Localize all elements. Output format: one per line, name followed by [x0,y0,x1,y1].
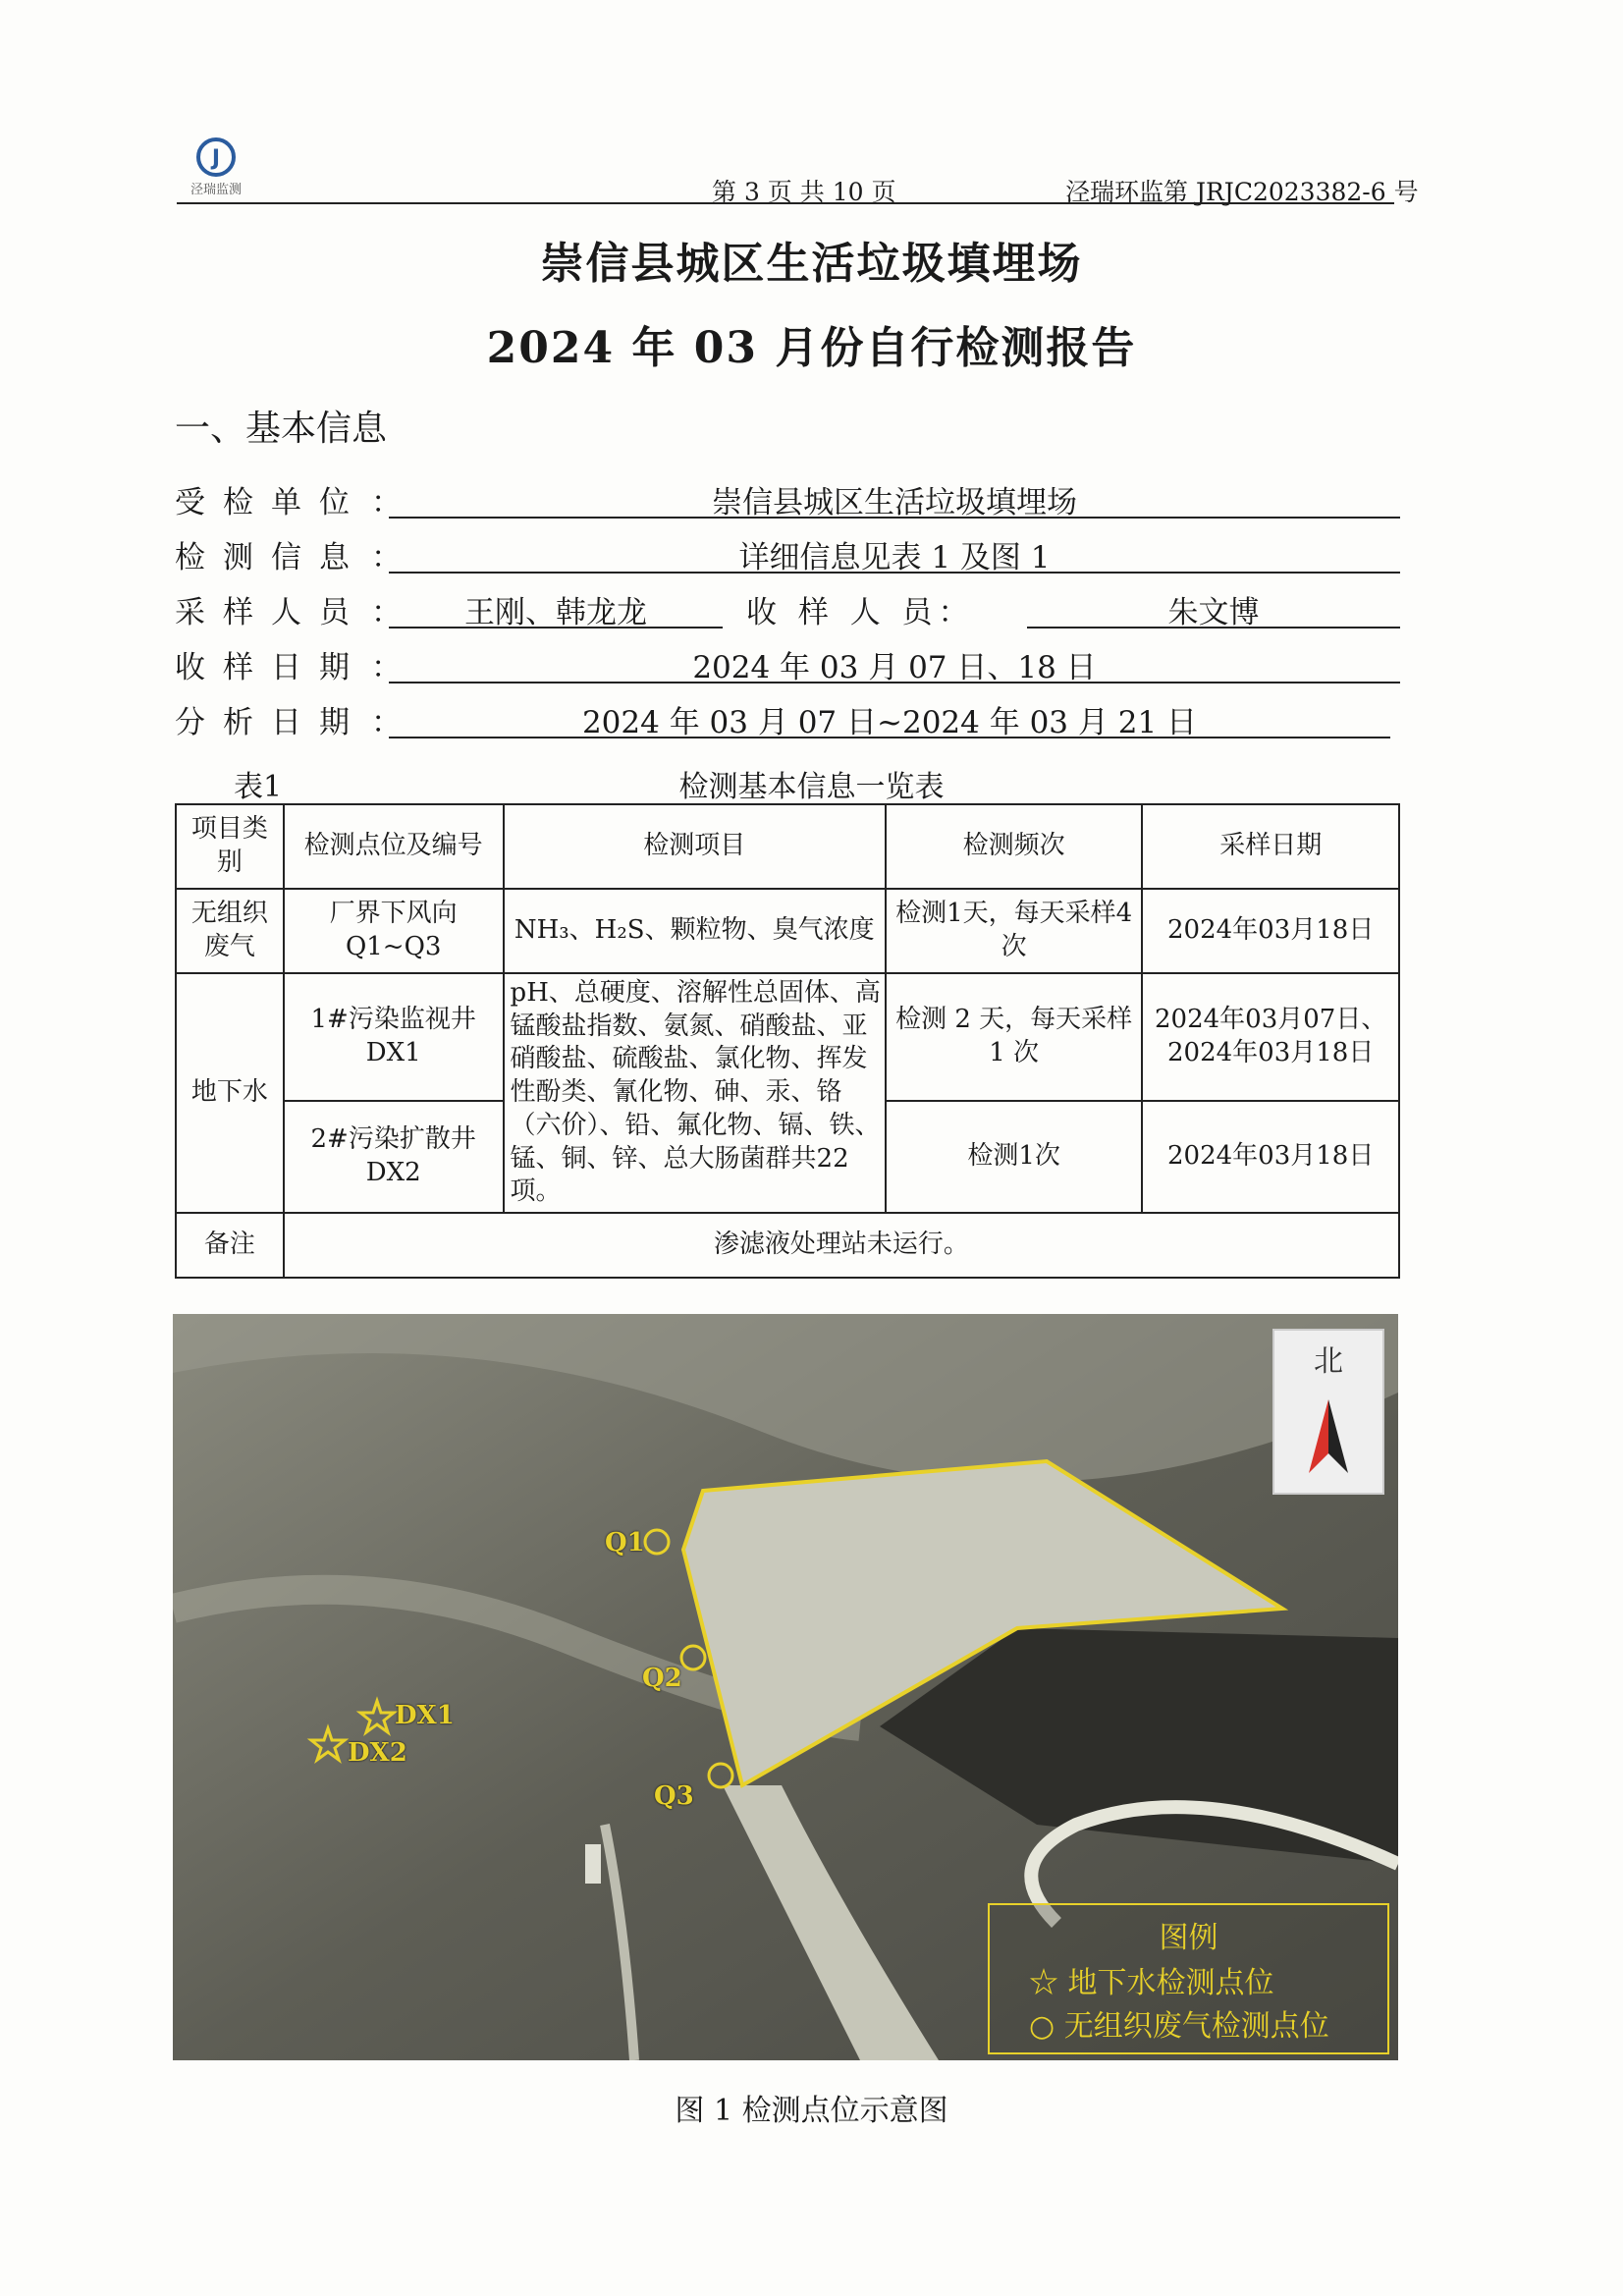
legend-label: 无组织废气检测点位 [1063,2009,1329,2044]
field-label: 检测信息 [175,540,367,575]
report-title-line2: 2024 年 03 月份自行检测报告 [486,323,1137,373]
table-cell: 检测1天，每天采样4次 [886,889,1143,973]
field-value: 2024 年 03 月 07 日、18 日 [389,642,1400,683]
label-dx2: DX2 [348,1738,407,1768]
label-q2: Q2 [642,1664,682,1693]
receiver-value: 朱文博 [1027,587,1400,629]
table-cell: 检测 2 天，每天采样 1 次 [886,973,1143,1101]
logo-text: 泾瑞监测 [189,183,242,197]
table-caption: 检测基本信息一览表 [678,770,945,804]
table-cell: 地下水 [176,973,284,1213]
receiver-label: 收 样 人 员： [746,595,975,630]
label-q1: Q1 [605,1528,645,1558]
table-cell: 渗滤液处理站未运行。 [284,1213,1399,1278]
field-value: 详细信息见表 1 及图 1 [389,532,1400,574]
field-sampler [175,587,1402,632]
table-header: 检测点位及编号 [284,804,504,889]
table-cell: 2024年03月07日、2024年03月18日 [1142,973,1399,1101]
field-label: 采样人员 [175,595,367,630]
report-number: 泾瑞环监第 JRJC2023382-6 号 [1065,178,1419,206]
site-map [173,1314,1398,2060]
table-cell: 备注 [176,1213,284,1278]
legend-item-gas [1029,2001,1329,2045]
table-row [176,889,1399,973]
page-number: 第 3 页 共 10 页 [712,178,896,206]
field-colon: ： [371,595,402,630]
legend-label: 地下水检测点位 [1067,1966,1274,2000]
figure-caption: 图 1 检测点位示意图 [675,2094,948,2128]
table-cell: 检测1次 [886,1101,1143,1213]
field-colon: ： [371,650,402,685]
table-cell: 2024年03月18日 [1142,889,1399,973]
company-logo [187,137,245,198]
table-header-row [176,804,1399,889]
north-arrow [1272,1329,1384,1495]
table-header: 项目类别 [176,804,284,889]
label-q3: Q3 [654,1781,694,1811]
table-cell: 2#污染扩散井 DX2 [284,1101,504,1213]
field-value: 2024 年 03 月 07 日~2024 年 03 月 21 日 [389,697,1390,738]
table-header: 采样日期 [1142,804,1399,889]
legend-item-groundwater [1029,1958,1274,2001]
section-heading: 一、基本信息 [175,409,388,449]
table-label: 表1 [234,770,283,804]
field-label: 收样日期 [175,650,367,685]
field-value: 崇信县城区生活垃圾填埋场 [389,477,1400,519]
circle-icon: ○ [1029,2009,1055,2044]
table-header: 检测项目 [504,804,886,889]
star-icon: ☆ [1029,1966,1058,2000]
report-title-line1: 崇信县城区生活垃圾填埋场 [540,239,1083,289]
table-header: 检测频次 [886,804,1143,889]
field-colon: ： [371,485,402,520]
field-colon: ： [371,705,402,740]
field-colon: ： [371,540,402,575]
table-cell: 2024年03月18日 [1142,1101,1399,1213]
north-label: 北 [1314,1344,1343,1379]
table-row [176,973,1399,1101]
legend-title: 图例 [1159,1921,1218,1955]
svg-text:J: J [211,146,221,171]
header-divider [177,202,1394,204]
field-value: 王刚、韩龙龙 [389,587,723,629]
logo-icon [194,137,238,177]
table-cell: NH₃、H₂S、颗粒物、臭气浓度 [504,889,886,973]
table-remark-row [176,1213,1399,1278]
table-cell: 厂界下风向 Q1~Q3 [284,889,504,973]
label-dx1: DX1 [395,1701,455,1730]
table-cell: 1#污染监视井 DX1 [284,973,504,1101]
map-legend [988,1903,1389,2054]
field-label: 受检单位 [175,485,367,520]
info-table [175,803,1400,1279]
table-cell: 无组织废气 [176,889,284,973]
field-label: 分析日期 [175,705,367,740]
north-arrow-icon [1274,1331,1382,1493]
table-cell: pH、总硬度、溶解性总固体、高锰酸盐指数、氨氮、硝酸盐、亚硝酸盐、硫酸盐、氯化物、挥发性酚类、氰化物、砷、汞、铬（六价）、铅、氟化物、镉、铁、锰、铜、锌、总大肠菌群共22项。 [504,973,886,1213]
